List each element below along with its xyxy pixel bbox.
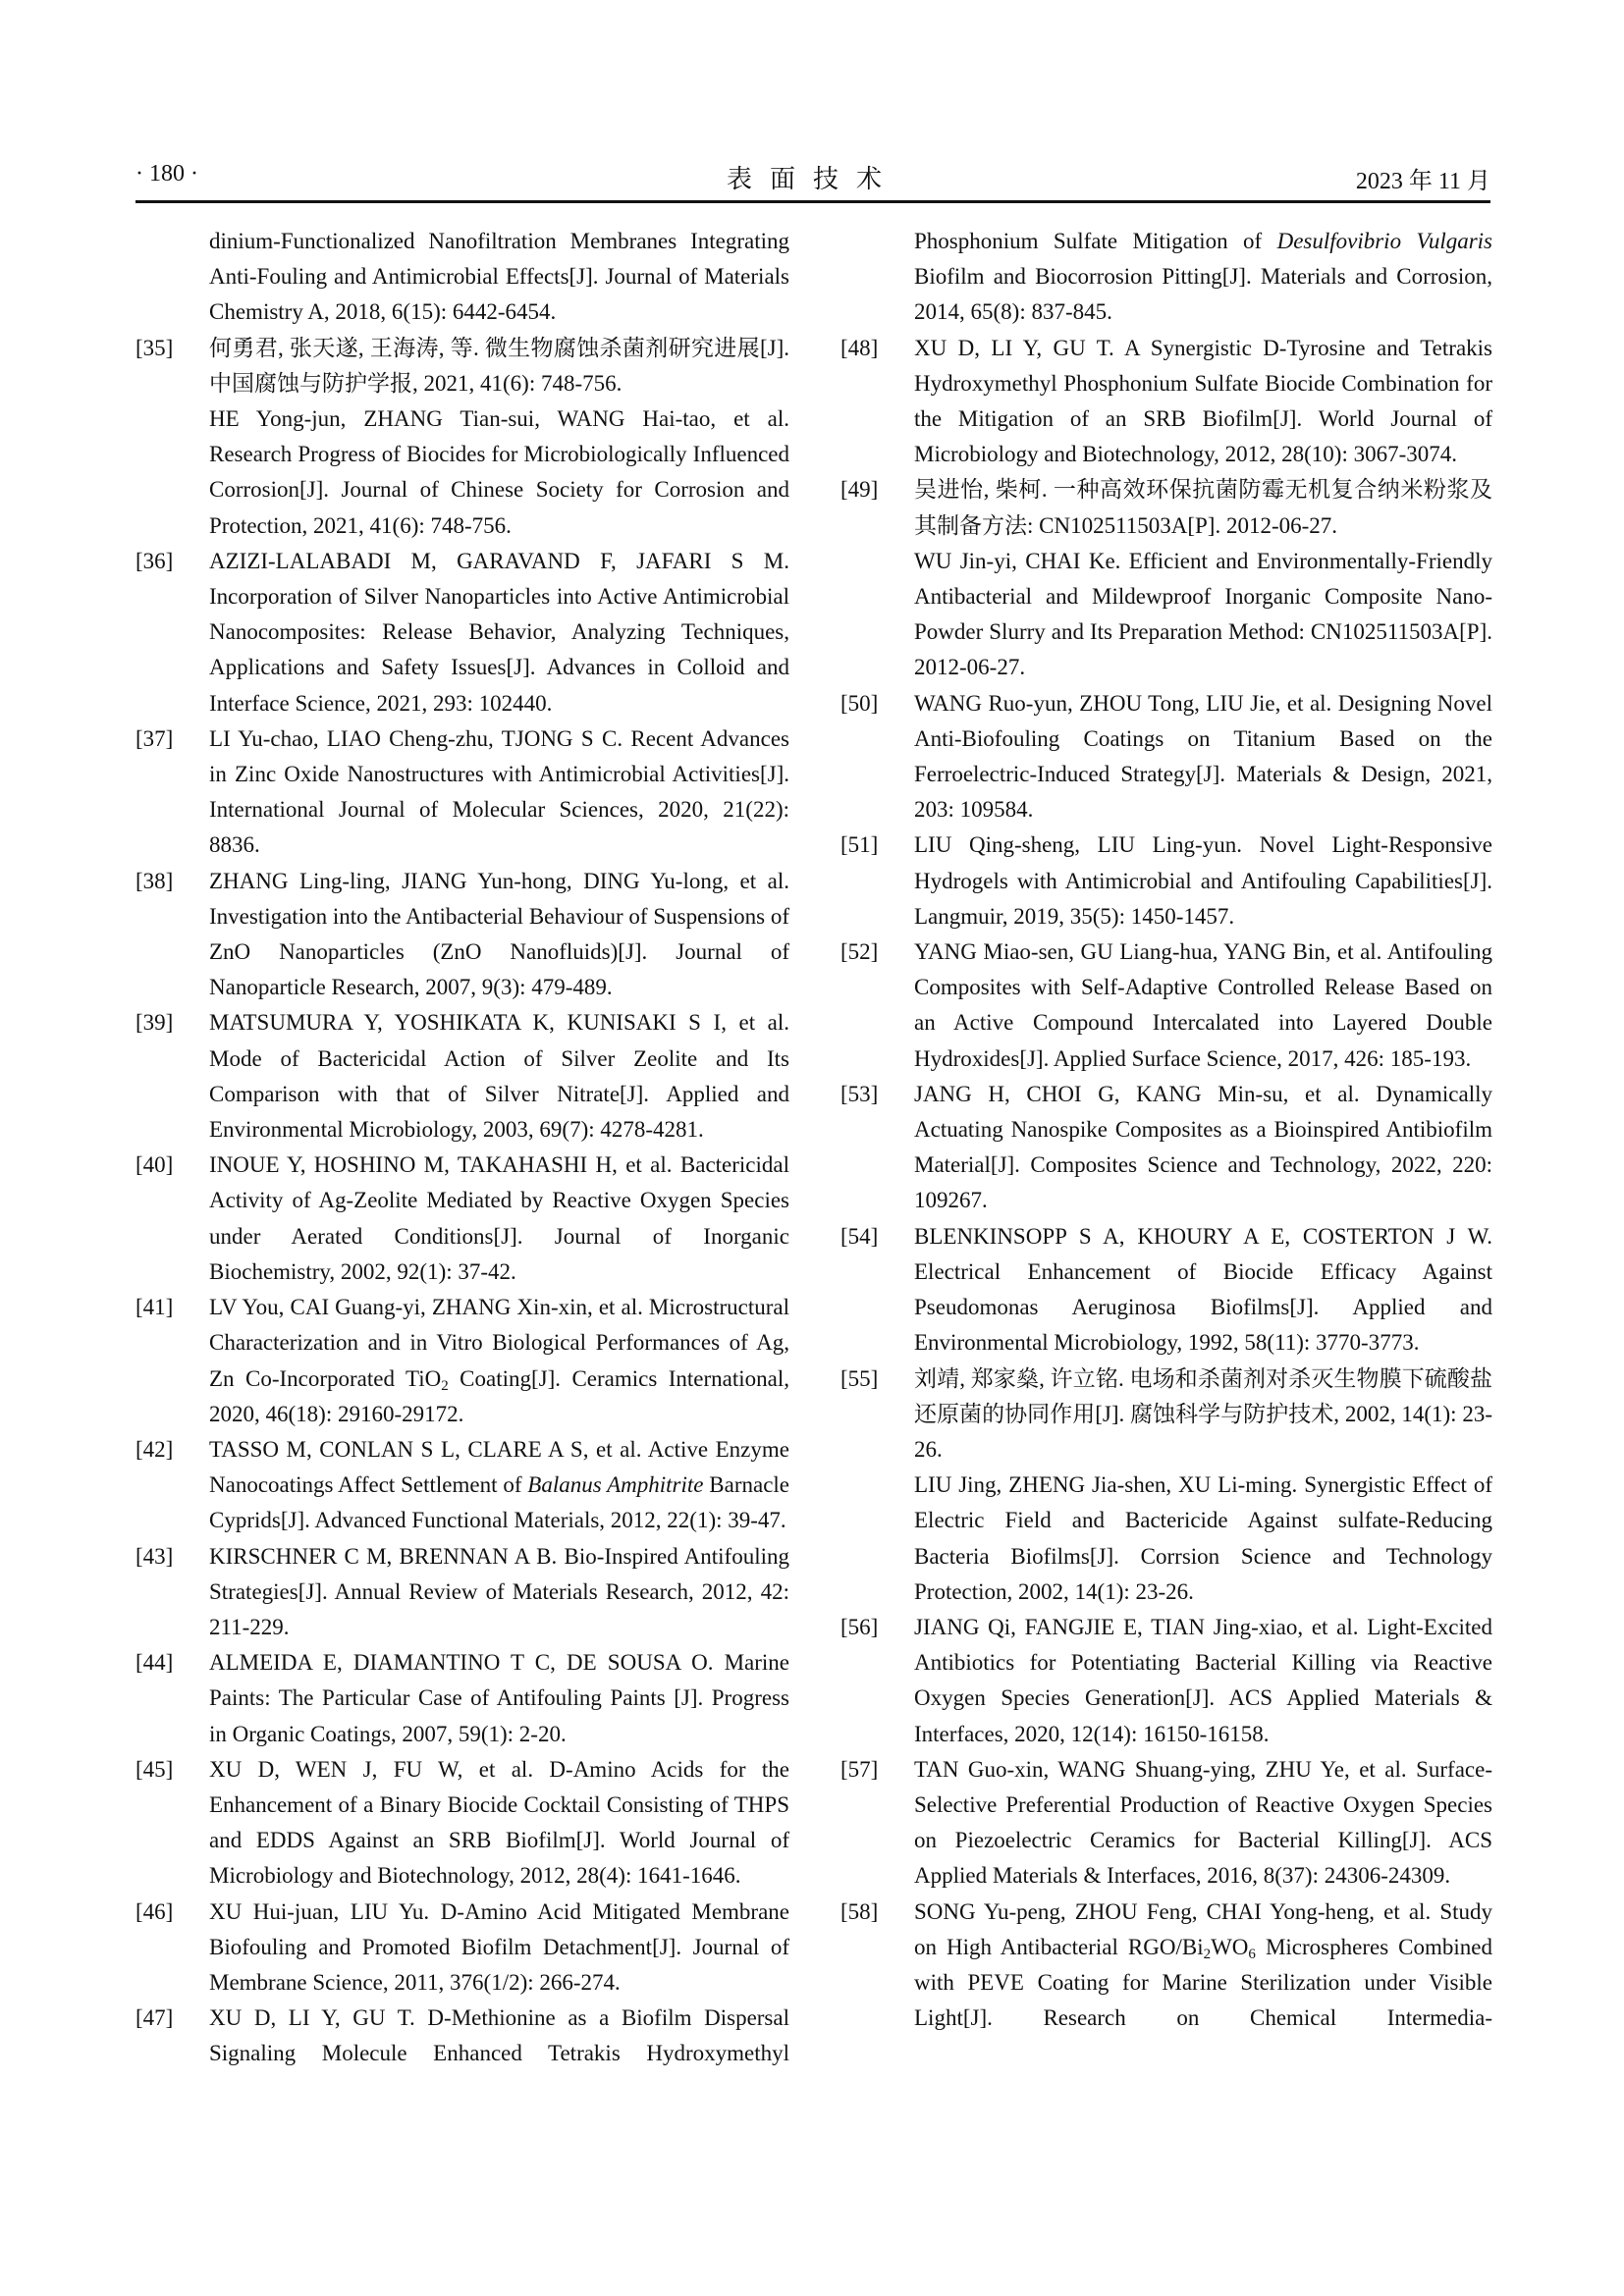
reference-text-zh: 吴进怡, 柴柯. 一种高效环保抗菌防霉无机复合纳米粉浆及其制备方法: CN102511503A[P]. 2012-06-27. [914, 477, 1492, 538]
reference-43 [135, 1539, 789, 1646]
reference-53 [840, 1077, 1492, 1219]
reference-46 [135, 1895, 789, 2002]
reference-number: [45] [135, 1756, 174, 1782]
reference-51 [840, 828, 1492, 934]
reference-number: [40] [135, 1152, 174, 1178]
reference-47 [135, 2001, 789, 2071]
reference-number: [48] [840, 335, 879, 360]
reference-number: [38] [135, 868, 174, 893]
reference-number: [56] [840, 1614, 879, 1639]
reference-text: XU Hui-juan, LIU Yu. D-Amino Acid Mitigated Membrane Biofouling and Promoted Biofilm Detachment[J]. Journal of Membrane Science, 2011, 376(1/2): 266-274. [209, 1898, 789, 1995]
reference-text: JIANG Qi, FANGJIE E, TIAN Jing-xiao, et al. Light-Excited Antibiotics for Potentiating Bacterial Killing via Reactive Oxygen Species Generation[J]. ACS Applied Materials & Interfaces, 2020, 12(14): 16150-16158. [914, 1614, 1492, 1746]
reference-35 [135, 331, 789, 544]
reference-continuation: dinium-Functionalized Nanofiltration Membranes Integrating Anti-Fouling and Antimicrobial Effects[J]. Journal of Materials Chemistry A, 2018, 6(15): 6442-6454. [209, 229, 789, 325]
reference-text: SONG Yu-peng, ZHOU Feng, CHAI Yong-heng, et al. Study on High Antibacterial RGO/$Bi_2WO_6$ Microspheres Combined with PEVE Coating for Marine Sterilization under Visible Light[J]. Research on Chemical Intermedia- [914, 1898, 1493, 2031]
reference-number: [57] [840, 1756, 879, 1782]
journal-title: 表面技术 [726, 165, 899, 193]
page-number: · 180 · [135, 161, 198, 187]
reference-text: YANG Miao-sen, GU Liang-hua, YANG Bin, et al. Antifouling Composites with Self-Adaptive Controlled Release Based on an Active Compound Intercalated into Layered Double Hydroxides[J]. Applied Surface Science, 2017, 426: 185-193. [914, 939, 1492, 1071]
reference-text-en: WU Jin-yi, CHAI Ke. Efficient and Environmentally-Friendly Antibacterial and Mildewproof Inorganic Composite Nano-Powder Slurry and Its Preparation Method: CN102511503A[P]. 2012-06-27. [914, 548, 1492, 680]
reference-number: [41] [135, 1295, 174, 1320]
reference-number: [53] [840, 1081, 879, 1106]
reference-49 [840, 472, 1492, 685]
header-rule [135, 200, 1490, 203]
references-left-column [135, 224, 789, 2072]
reference-continuation: Phosphonium Sulfate Mitigation of Desulfovibrio Vulgaris Biofilm and Biocorrosion Pitting[J]. Materials and Corrosion, 2014, 65(8): 837-845. [914, 229, 1492, 325]
issue-date: 2023 年 11 月 [1355, 169, 1490, 194]
reference-text: WANG Ruo-yun, ZHOU Tong, LIU Jie, et al. Designing Novel Anti-Biofouling Coatings on Titanium Based on the Ferroelectric-Induced Strategy[J]. Materials & Design, 2021, 203: 109584. [914, 690, 1492, 823]
species-name: Desulfovibrio Vulgaris [1276, 229, 1492, 253]
reference-text: BLENKINSOPP S A, KHOURY A E, COSTERTON J W. Electrical Enhancement of Biocide Efficacy Against Pseudomonas Aeruginosa Biofilms[J]. Applied and Environmental Microbiology, 1992, 58(11): 3770-3773. [914, 1223, 1492, 1356]
reference-text: XU D, WEN J, FU W, et al. D-Amino Acids for the Enhancement of a Binary Biocide Cocktail Consisting of THPS and EDDS Against an SRB Biofilm[J]. World Journal of Microbiology and Biotechnology, 2012, 28(4): 1641-1646. [209, 1756, 789, 1889]
reference-text-en: LIU Jing, ZHENG Jia-shen, XU Li-ming. Synergistic Effect of Electric Field and Bactericide Against sulfate-Reducing Bacteria Biofilms[J]. Corrsion Science and Technology Protection, 2002, 14(1): 23-26. [914, 1472, 1492, 1604]
reference-text: AZIZI-LALABADI M, GARAVAND F, JAFARI S M. Incorporation of Silver Nanoparticles into Active Antimicrobial Nanocomposites: Release Behavior, Analyzing Techniques, Applications and Safety Issues[J]. Advances in Colloid and Interface Science, 2021, 293: 102440. [209, 548, 789, 716]
reference-text: LIU Qing-sheng, LIU Ling-yun. Novel Light-Responsive Hydrogels with Antimicrobial and Antifouling Capabilities[J]. Langmuir, 2019, 35(5): 1450-1457. [914, 832, 1492, 929]
reference-number: [42] [135, 1436, 174, 1462]
reference-text: ALMEIDA E, DIAMANTINO T C, DE SOUSA O. Marine Paints: The Particular Case of Antifouling Paints [J]. Progress in Organic Coatings, 2007, 59(1): 2-20. [209, 1650, 789, 1746]
page-header [135, 155, 1490, 194]
reference-text-zh: 刘靖, 郑家燊, 许立铭. 电场和杀菌剂对杀灭生物膜下硫酸盐还原菌的协同作用[J]. 腐蚀科学与防护技术, 2002, 14(1): 23-26. [914, 1365, 1492, 1462]
references-right-column [840, 224, 1492, 2036]
reference-text: XU D, LI Y, GU T. D-Methionine as a Biofilm Dispersal Signaling Molecule Enhanced Tetrakis Hydroxymethyl [209, 2005, 789, 2066]
reference-text: MATSUMURA Y, YOSHIKATA K, KUNISAKI S I, et al. Mode of Bactericidal Action of Silver Zeolite and Its Comparison with that of Silver Nitrate[J]. Applied and Environmental Microbiology, 2003, 69(7): 4278-4281. [209, 1010, 789, 1143]
species-name: Balanus Amphitrite [527, 1472, 704, 1498]
reference-text: KIRSCHNER C M, BRENNAN A B. Bio-Inspired Antifouling Strategies[J]. Annual Review of Materials Research, 2012, 42: 211-229. [209, 1543, 789, 1639]
reference-text: LI Yu-chao, LIAO Cheng-zhu, TJONG S C. Recent Advances in Zinc Oxide Nanostructures with Antimicrobial Activities[J]. International Journal of Molecular Sciences, 2020, 21(22): 8836. [209, 725, 789, 858]
reference-55 [840, 1362, 1492, 1610]
reference-56 [840, 1610, 1492, 1752]
reference-text: TAN Guo-xin, WANG Shuang-ying, ZHU Ye, et al. Surface-Selective Preferential Production of Reactive Oxygen Species on Piezoelectric Ceramics for Bacterial Killing[J]. ACS Applied Materials & Interfaces, 2016, 8(37): 24306-24309. [914, 1756, 1492, 1889]
reference-number: [54] [840, 1223, 879, 1249]
reference-36 [135, 544, 789, 721]
reference-38 [135, 864, 789, 1006]
reference-text: TASSO M, CONLAN S L, CLARE A S, et al. Active Enzyme Nanocoatings Affect Settlement of Balanus Amphitrite Barnacle Cyprids[J]. Advanced Functional Materials, 2012, 22(1): 39-47. [209, 1436, 790, 1533]
reference-text-en: HE Yong-jun, ZHANG Tian-sui, WANG Hai-tao, et al. Research Progress of Biocides for Microbiologically Influenced Corrosion[J]. Journal of Chinese Society for Corrosion and Protection, 2021, 41(6): 748-756. [209, 406, 789, 538]
reference-number: [47] [135, 2005, 174, 2031]
reference-number: [49] [840, 477, 879, 503]
reference-text: LV You, CAI Guang-yi, ZHANG Xin-xin, et al. Microstructural Characterization and in Vitro Biological Performances of Ag, Zn Co-Incorporated TiO$_2$ Coating[J]. Ceramics International, 2020, 46(18): 29160-29172. [209, 1295, 789, 1426]
reference-52 [840, 934, 1492, 1077]
reference-54 [840, 1219, 1492, 1362]
reference-39 [135, 1005, 789, 1148]
reference-number: [50] [840, 690, 879, 716]
reference-58 [840, 1895, 1492, 2037]
reference-57 [840, 1752, 1492, 1895]
reference-45 [135, 1752, 789, 1895]
reference-41 [135, 1290, 789, 1432]
reference-number: [51] [840, 832, 879, 858]
reference-number: [35] [135, 335, 174, 360]
reference-42 [135, 1432, 789, 1539]
reference-text: XU D, LI Y, GU T. A Synergistic D-Tyrosine and Tetrakis Hydroxymethyl Phosphonium Sulfate Biocide Combination for the Mitigation of an SRB Biofilm[J]. World Journal of Microbiology and Biotechnology, 2012, 28(10): 3067-3074. [914, 335, 1492, 467]
reference-text: INOUE Y, HOSHINO M, TAKAHASHI H, et al. Bactericidal Activity of Ag-Zeolite Mediated by Reactive Oxygen Species under Aerated Conditions[J]. Journal of Inorganic Biochemistry, 2002, 92(1): 37-42. [209, 1152, 789, 1284]
reference-number: [36] [135, 548, 174, 573]
reference-number: [43] [135, 1543, 174, 1569]
reference-number: [39] [135, 1010, 174, 1036]
reference-text: JANG H, CHOI G, KANG Min-su, et al. Dynamically Actuating Nanospike Composites as a Bioinspired Antibiofilm Material[J]. Composites Science and Technology, 2022, 220: 109267. [914, 1081, 1492, 1213]
reference-number: [44] [135, 1650, 174, 1676]
reference-48 [840, 331, 1492, 473]
reference-text-zh: 何勇君, 张天遂, 王海涛, 等. 微生物腐蚀杀菌剂研究进展[J]. 中国腐蚀与防护学报, 2021, 41(6): 748-756. [209, 335, 789, 396]
reference-44 [135, 1645, 789, 1752]
reference-40 [135, 1148, 789, 1290]
reference-text: ZHANG Ling-ling, JIANG Yun-hong, DING Yu-long, et al. Investigation into the Antibacterial Behaviour of Suspensions of ZnO Nanoparticles (ZnO Nanofluids)[J]. Journal of Nanoparticle Research, 2007, 9(3): 479-489. [209, 868, 789, 1000]
reference-number: [58] [840, 1898, 879, 1924]
reference-number: [37] [135, 725, 174, 751]
reference-number: [46] [135, 1898, 174, 1924]
reference-50 [840, 686, 1492, 828]
reference-number: [55] [840, 1365, 879, 1391]
reference-number: [52] [840, 939, 879, 965]
reference-37 [135, 721, 789, 864]
